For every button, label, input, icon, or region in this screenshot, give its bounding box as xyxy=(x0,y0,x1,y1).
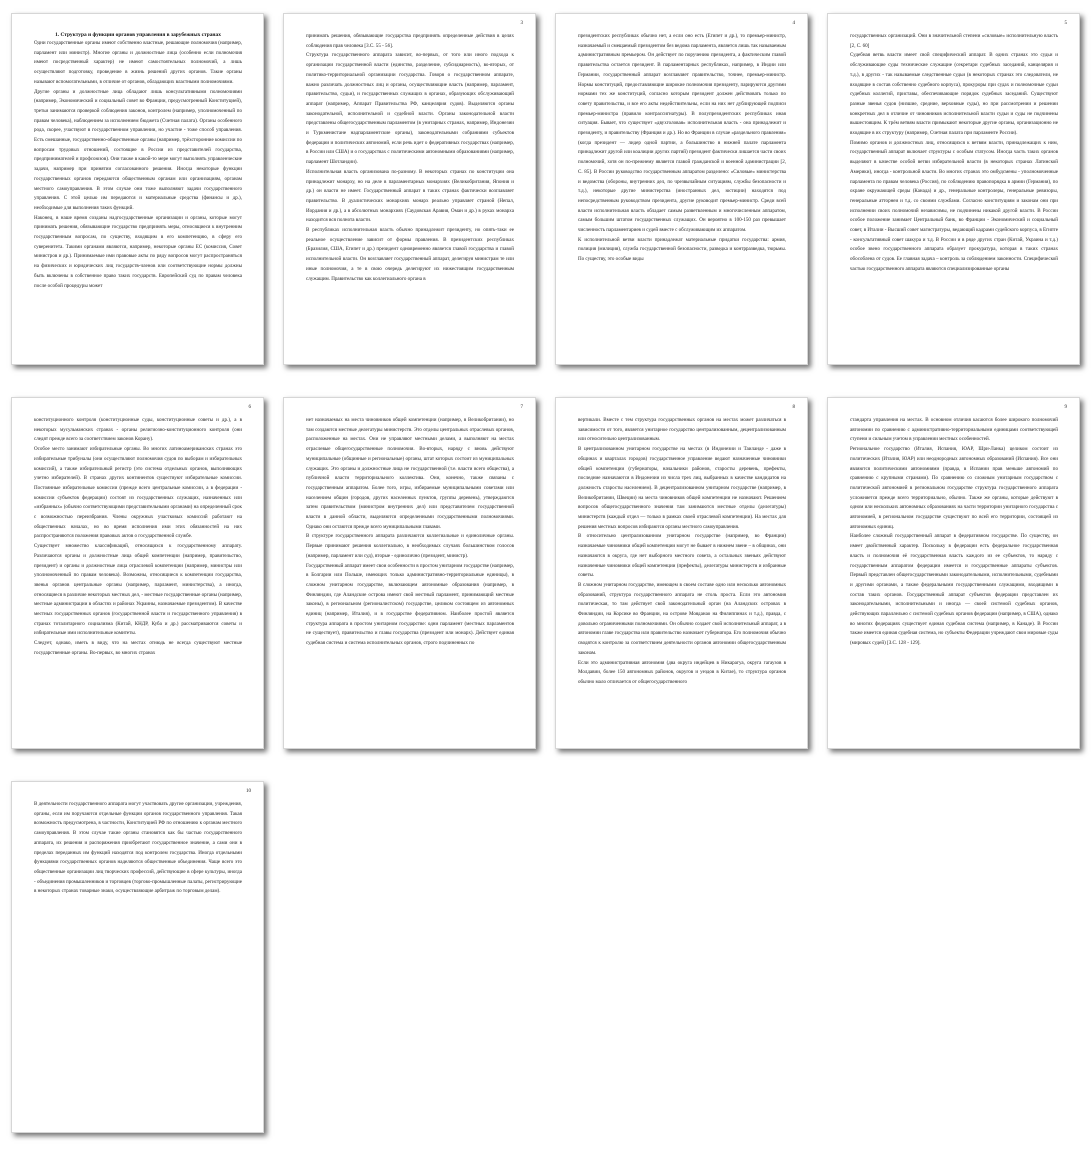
page-number: 9 xyxy=(1064,405,1067,410)
document-page-4 xyxy=(555,13,808,365)
page-text: Одни государственные органы имеют собственно властные, решающие полномочия (например, парламент или министр). Многие органы и должностные лица (особенно если полномочия имеют посредственный характер) не имеют самостоятельных полномочий, а лишь осуществляют подготовку, проведение в жизнь решений других органов. Такие органы называют вспомогательными, в отличие от органов, обладающих властными полномочиями. Другие органы и должностные лица обладают лишь консультативными полномочиями (например, Экономический и социальный совет во Франции, предусмотренный Конституцией), третьи занимаются проверкой соблюдения законов, контролем (например, уполномоченный по правам человека), наблюдением за исполнением бюджета (Счетная палата). Органы особенного рода, скорее, участвуют в государственном управлении, но участие - тоже способ управления. Есть смешанные, государственно-общественные органы (например, трёхсторонние комиссии по вопросам трудовых отношений, состоящие в России из представителей государства, предпринимателей и профсоюзов). Они также в какой-то мере могут выполнять управленческие задачи, например при принятии согласованного решения. Иногда некоторые функции государственных органов передаются общественным органам или организациям, органам местного самоуправления. В этом случае они тоже выполняют задачи государственного управления. С этой целью им передаются и материальные средства (финансы и др.), необходимые для выполнения таких функций. Наконец, в наше время созданы надгосударственные организации и органы, которые могут принимать решения, обязывающие государство предпринять меры, относящиеся к внутренним государственным вопросам, по существу, входящим в его компетенцию, в сферу его суверенитета. Такими органами являются, например, некоторые органы ЕС (комиссия, Совет министров и др.). Принимаемые ими правовые акты по ряду вопросов могут распространяться на физических и юридических лиц государств-членов или соответствующие нормы должны быть включены в собственное право таких государств. Европейский суд по правам человека после особой процедуры может xyxy=(34,40,242,289)
page-text: В деятельности государственного аппарата могут участвовать другие организации, учреждения, органы, если им поручаются отдельные функции органов государственного управления. Такая возможность предусмотрена, в частности, Конституцией РФ по отношению к органам местного самоуправления. В этом случае такие органы становятся как бы частью государственного аппарата, их решения и распоряжения приобретают государственное значение, а сами они в пределах переданных им функций находятся под контролем государства. Иногда отдельными функциями государственных органов наделяются общественные объединения. Чаще всего это общественные организации лиц творческих профессий, действующие в сфере культуры, иногда - объединения промышленников и торговцев (торгово-промышленные палаты, регистрирующие в некоторых странах товарные знаки, осуществляющие арбитраж по торговым делам). xyxy=(34,801,242,895)
page-text: стандарта управления на местах. В основном отличия касаются более широкого полномочий автономии по сравнению с административно-территориальными единицами соответствующей ступени и сильным учетом в управлении местных особенностей. Региональное государство (Италия, Испания, ЮАР, Шри-Ланка) целиком состоит из политических (Италия, ЮАР) или неоднородных автономных образований (Испания). Все они являются политическими автономиями (правда, в Испании прав меньше автономий по сравнению с крупными странами). По сравнению со сложным унитарным государством с политической автономией в региональном государстве структура государственного аппарата усложняется прежде всего территориально, обычно. Также же органы, которые действуют в одном или нескольких автономных образованиях на части территории унитарного государства с автономией, в региональном государстве существуют по всей его территории, состоящей из автономных единиц. Наиболее сложный государственный аппарат в федеративном государстве. По существу, он имеет двойственный характер. Поскольку в федерации есть федеральное государственная власть и полномочия её государственная власть каждого из ее субъектов, то наряду с государственным аппаратом федерации имеется и государственные аппараты субъектов. Первый представлен общегосударственными законодательными, исполнительными, судебными и другими органами, а также федеральными государственными служащими, входящими в состав таких органов. Государственный аппарат субъектов федерации представлен их законодательными, исполнительными и иногда — своей системой судебных органов, действующих параллельно с системой судебных органов федерации (например, в США), однако во многих федерациях существует единая судебная система (например, в Канаде). В России также имеется единая судебная система, но субъекты Федерации учреждают свои мировые суды (мировых судей) [З.С. 128 - 129]. xyxy=(850,417,1058,647)
document-page-5 xyxy=(827,13,1080,365)
document-page-1 xyxy=(11,13,264,365)
document-page-8 xyxy=(555,397,808,749)
page-number: 4 xyxy=(792,21,795,26)
page-text: конституционного контроля (конституционные суды, конституционные советы и др.), а в некоторых мусульманских странах - органы религиозно-конституционного контроля (они следят прежде всего за соответствием законов Корану). Особое место занимают избирательные органы. Во многих латиноамериканских странах это избирательные трибуналы (они осуществляют полномочия судов по выборам и избирательных комиссий), а также избирательный регистр (это система отдельных органов, выполняющих учетно избирателей). В странах других континентов существуют избирательные комиссии. Постоянные избирательные комиссии (прежде всего центральные комиссии, а в федерации - комиссии субъектов федерации) состоят из государственных служащих, назначенных или «избранных» (обычно соответствующими представительными органами) на определенный срок с возможностью переизбрания. Члены окружных участковых комиссий работают на общественных началах, но во время исполнения ими этих обязанностей на них распространяются положения правовых актов о государственной службе. Существует множество классификаций, относящихся к государственному аппарату. Различаются органы и должностные лица общей компетенции (например, правительство, президент) и органы и должностные лица отраслевой компетенции (например, министры или уполномоченный по правам человека). Возможны, относящиеся к компетенции государства, звенья органов центральные органы (например, парламент, министерства), а иногда, относящиеся в различие некоторых местных дел, - местные государственные органы (например, местные администрации в областях и районах Украины, назначаемые президентом). В качестве местных государственных органов (государственной власти и государственного управления) в странах тоталитарного социализма (Китай, КНДР, Куба и др.) рассматриваются советы и избирательные ими исполнительные комитеты. Следует, однако, иметь в виду, что на местах отнюдь не всегда существуют местные государственные органы. Во-первых, во многих странах xyxy=(34,417,242,656)
page-number: 8 xyxy=(792,405,795,410)
document-page-6 xyxy=(11,397,264,749)
document-page-10 xyxy=(11,781,264,1133)
page-text: государственных организаций. Они в значительной степени «силовые» исполнительную власть [2, С. 60] Судебная ветвь власти имеет свой специфический аппарат. В одних странах это судьи и обслуживающие суды технические служащие (секретари судебных заседаний, канцелярия и т.д.), в других - так называемые следственные судьи (в некоторых странах это следователи, не входящие в состав собственно судебного корпуса), прокуроры при судах и полномочные судьи судебных коллегий, приставы, обеспечивающие порядок судебных заседаний. Существуют разные звенья судов (низшие, средние, верховные суды), но при рассмотрении и решении конкретных дел в отличие от чиновников исполнительной власти судьи и суды не подчинены вышестоящим. К трём ветвям власти примыкают некоторые другие органы, организационно не входящие в их структуру (например, Счетная палата при парламенте России). Помимо органов и должностных лиц, относящихся к ветвям власти, принадлежащих к ним, государственный аппарат включает структуры с особым статусом. Иногда часть таких органов выделяют в качестве особой ветви избирательной власти (в некоторых странах Латинской Америки), иногда - контрольной власти. Во многих странах это омбудсмены - уполномоченные парламента по правам человека (Россия), по соблюдению правопорядка в армии (Германия), по охране окружающей среды (Канада) и др., генеральные контролеры, генеральные ревизоры, генеральные атторнеи и т.д. со своими службами. Согласно конституциям и законам они при исполнении своих полномочий независимы, не подчинены никакой другой власти. В России особое положение занимает Центральный банк, во Франции - Экономический и социальный совет, в Италии - Высший совет магистратуры, ведающий кадрами судейского корпуса, в Египте - консультативный совет шакура и т.д. В России и в ряде других стран (Китай, Украина и т.д.) особое звено государственного аппарата образует прокуратура, которая в таких странах обособлена от судов. Ее главная задача – контроль за соблюдением законности. Специфической частью государственного аппарата являются специализированные органы xyxy=(850,33,1058,272)
page-text: нет назначаемых на места чиновников общей компетенции (например, в Великобритании), но там создаются местные делегатуры министерств. Это отделы центральных отраслевых органов, расположенные на местах. Они не управляют местными делами, а выполняют на местах отраслевые общегосударственные полномочия. Во-вторых, наряду с вновь действуют муниципальные (общинные и региональные) органы, штат которых состоит из муниципальных служащих. Это органы и должностные лица не государственной (т.е. власти всего общества), а публичной власти территориального коллектива. Они, конечно, также связаны с государственным аппаратом. Более того, игры, избираемые муниципальными советами или населением общин (городов, других населенных пунктов, группы деревень), утверждаются затем правительством (министром внутренних дел) или представителем государственной власти в данной области, выделяются определенными государственными полномочиями. Однако они остаются прежде всего муниципальными главами. В структуре государственного аппарата различаются коллегиальные и единоличные органы. Первые принимают решения коллегиально, в необходимых случаях большинством голосов (например, парламент или суд), вторые - единолично (президент, министр). Государственный аппарат имеет свои особенности в простом унитарном государстве (например, в Болгарии или Польше, имеющих только административно-территориальные единицы), в сложном унитарном государстве, включающем автономные образования (например, в Финляндии, где Аландские острова имеют свой местный парламент, принимающий местные законы), в региональном (регионалистском) государстве, целиком состоящем из автономных единиц (например, Италия), и в государстве федеративном. Наиболее простой является структура аппарата в простом унитарном государстве: одни парламент (местных парламентов не существует), правительство и главы государства (президент или монарх). Действует единая судебная система и система исполнительных органов, строго подчиненных по xyxy=(306,417,514,647)
page-number: 7 xyxy=(520,405,523,410)
document-page-9 xyxy=(827,397,1080,749)
page-number: 6 xyxy=(248,405,251,410)
page-text: принимать решения, обязывающие государства предпринять определенные действия в целях соблюдения прав человека [З.С. 55 - 56]. Структура государственного аппарата зависит, во-первых, от того или иного подхода к организации государственной власти (единство, разделение, субсидиарность), во-вторых, от политико-территориальной организации государства. Говоря о государственном аппарате, важно различать должностных лиц и органы, осуществляющие власть (например, парламент, правительство, судьи), и государственных служащих в органах, образующих обслуживающий аппарат (например, Аппарат Правительства РФ, канцелярия судов). Выделяются органы законодательной, исполнительной и судебной власти. Органы законодательной власти представлены общегосударственным парламентом (в унитарных странах, например, Индонезии и Туркменистане надпарламентские органы), законодательными собраниями субъектов федерации и политических автономий, если речь идет о федеративных государствах (например, в России или США) и о государствах с политическими автономными образованиями (например, парламент Шотландии). Исполнительная власть организована по-разному. В некоторых странах по конституции она принадлежит монарху, но на деле в парламентарных монархиях (Великобритания, Япония и др.) он власти не имеет. Государственный аппарат в таких странах фактически возглавляет правительство. В дуалистических монархиях монарх реально управляет страной (Непал, Иордания и др.), а в абсолютных монархиях (Саудовская Аравия, Оман и др.) в руках монарха находится вся полнота власти. В республиках исполнительная власть обычно принадлежит президенту, но опять-таки ее реальное осуществление зависит от формы правления. В президентских республиках (Бразилия, США, Египет и др.) президент одновременно является главой государства и главой исполнительной власти. Он возглавляет государственный аппарат, делегируя министрам те или иные полномочия, а те в свою очередь делегируют их нижестоящим государственным служащим. Правительство как коллегиального органа в xyxy=(306,33,514,282)
page-text: вертикали. Вместе с тем структура государственных органов на местах может различаться в зависимости от того, является унитарное государство централизованным, децентрализованным или относительно централизованным. В централизованном унитарном государстве на местах (в Индонезии и Таиланде - даже в общинах и кварталах городов) государственное управление ведают назначенные чиновники общей компетенции (губернаторы, начальники районов, старосты деревень, префекты, последние назначаются в Индонезии из числа трех лиц, выбранных в качестве кандидатов на должность старосты населением). В децентрализованном унитарном государстве (например, в Великобритании, Швеции) на места чиновников общей компетенции не назначают. Решением вопросов общегосударственного значения там занимаются местные отделы (делегатуры) министерств (каждый отдел — только в рамках своей отраслевой компетенции). На местах для решения местных вопросов избираются органы местного самоуправления. В относительно централизованном унитарном государстве (например, во Франции) назначаемые чиновники общей компетенции могут не бывает в нижнем звене – в общинах, они назначаются в округа, где нет выборного местного совета, а остальных звеньях действуют назначенные чиновники общей компетенции (префекты), делегатуры министерств и избранные советы. В сложном унитарном государстве, имеющем в своем составе одно или несколько автономных образований, структура государственного аппарата не столь проста. Если это автономия политическая, то там действует свой законодательный орган (на Аландских островах в Финляндии, на Корсике во Франции, на острове Мояданао на Филиппинах и т.д.), правда, с довольно ограниченными полномочиями. Он обычно создает свой исполнительный аппарат, а в автономии главе государства или правительство назначает губернатора. Его полномочия обычно сводятся к контролю за соответствием деятельности органов автономии общегосударственным законам. Если это административная автономия (два округа индейцев в Никарагуа, округа гагаузов в Молдавии, более 150 автономных районов, округов и уездов в Китае), то структура органов обычно мало отличается от общегосударственного xyxy=(578,417,786,685)
page-number: 10 xyxy=(246,789,251,794)
page-number: 3 xyxy=(520,21,523,26)
page-text: президентских республиках обычно нет, а если оно есть (Египет и др.), то премьер-министр, назначаемый и смещаемый президентом без ведома парламента, является лишь так называемым административным премьером. Он действует по поручению президента, а фактическим главой правительства остается президент. В парламентарных республиках, например, в Индии или Германии, государственный аппарат возглавляет правительство, точнее, премьер-министр. Нормы конституций, предоставляющие широкие полномочия президенту, парируются другими нормами тех же конституций, согласно которым президент должен действовать только по совету правительства, и все его акты недействительны, если на них нет дублирующей подписи премьер-министра (правило контрассигнатуры). В полупрезидентских республиках иная ситуация. Бывает, что существует «двухголовая» исполнительная власть - она принадлежит и президенту, и правительству (Франция и др.). Но во Франции в случае «раздельного правления» (когда президент — лидер одной партии, а большинство в нижней палате парламента принадлежит другой или коалиции других партий) президент фактически лишается части своих полномочий, хотя он по-прежнему является главой гражданской и военной администрации [2, С. 85]. В России руководство государственным аппаратом разделено: «Силовые» министерства и ведомства (обороны, внутренних дел, по чрезвычайным ситуациям, службы безопасности и т.д.), некоторые другие министерства (иностранных дел, юстиции) находятся под непосредственным руководством президента, другие руководит премьер-министр. Среди всей власти исполнительная власть обладает самым разветвленным и многочисленным аппаратом, самым большим штатом государственных служащих. Он вероятно в 100-150 раз превышает численность парламентариев и судей вместе с обслуживающим их аппаратом. К исполнительной ветви власти принадлежат материальные придатки государства: армия, полиция (милиция), служба государственной безопасности, разведка и контрразведка, тюрьмы. По существу, это особые виды xyxy=(578,33,786,263)
document-page-3 xyxy=(283,13,536,365)
document-page-7 xyxy=(283,397,536,749)
document-title: 1. Структура и функции органов управления в зарубежных странах xyxy=(55,32,221,38)
page-number: 5 xyxy=(1064,21,1067,26)
